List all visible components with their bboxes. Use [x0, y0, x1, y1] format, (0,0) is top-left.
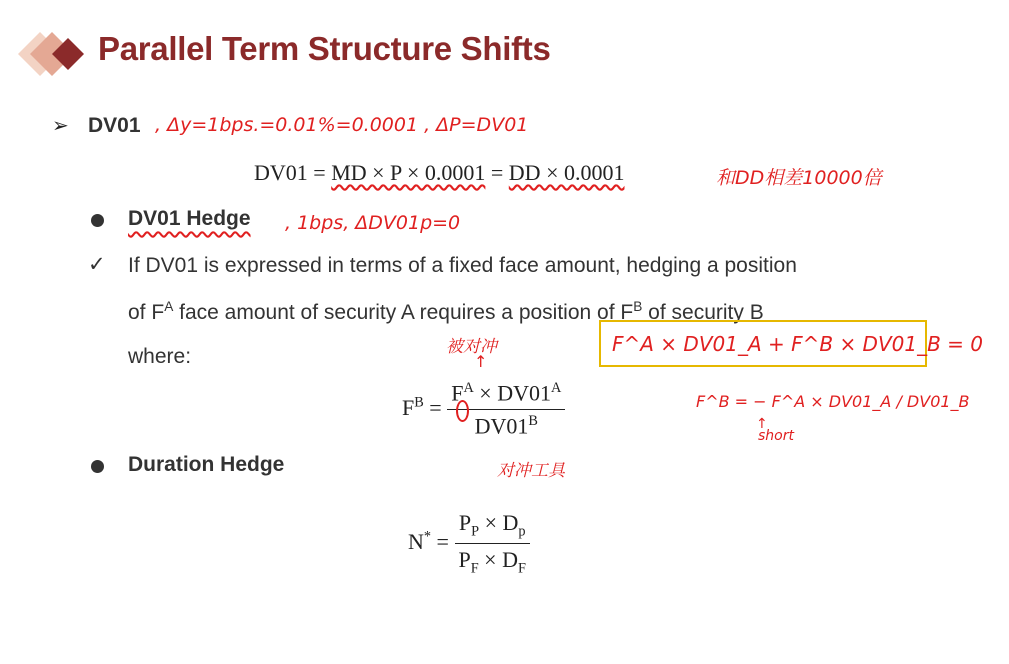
- bullet-dot-icon: [91, 214, 104, 227]
- dv01-formula-handwritten-note: 和DD相差10000倍: [716, 167, 882, 189]
- short-arrow-icon: ↑: [756, 416, 768, 432]
- arrow-bullet-icon: ➢: [52, 115, 69, 137]
- fb-formula-lhs-sup: B: [414, 394, 424, 411]
- den-p: P: [458, 547, 471, 573]
- dv01-handwritten-note: , Δy=1bps.=0.01%=0.0001 , ΔP=DV01: [155, 114, 529, 136]
- dv01-hedge-handwritten-note: , 1bps, ΔDV01p=0: [285, 212, 461, 234]
- para-line2-sup-b: B: [633, 299, 643, 314]
- dv01-hedge-para-line3: where:: [128, 345, 192, 368]
- num-d: × D: [479, 510, 519, 535]
- den-p-sub: F: [470, 560, 479, 577]
- fb-den-dv01: DV01: [474, 413, 529, 439]
- dv01-formula: [254, 160, 624, 186]
- den-d-sub: F: [517, 560, 526, 577]
- num-d-sub: p: [518, 523, 526, 540]
- up-arrow-icon: ↑: [474, 352, 488, 371]
- bullet-dot-icon-2: [91, 460, 104, 473]
- duration-hedge-heading: Duration Hedge: [128, 453, 285, 476]
- para-line2-c: of security B: [642, 301, 764, 324]
- duration-hedge-formula: [408, 510, 530, 578]
- n-star-lhs: N: [408, 528, 424, 554]
- n-star-fraction: [454, 510, 529, 578]
- short-note-handwritten: short: [758, 428, 794, 444]
- n-star-denominator: [454, 544, 529, 577]
- para-line2-b: face amount of security A requires a position of F: [173, 301, 634, 324]
- den-d: × D: [478, 547, 518, 573]
- side-equation-handwritten: F^B = − F^A × DV01_A / DV01_B: [696, 392, 970, 411]
- n-star-eq: =: [431, 528, 455, 554]
- n-star-numerator: [455, 510, 530, 544]
- fb-formula: [402, 380, 565, 440]
- fb-formula-eq: =: [423, 394, 448, 420]
- fb-formula-lhs: F: [402, 394, 415, 420]
- fb-denominator: [471, 410, 542, 439]
- fb-den-sup: B: [528, 413, 538, 430]
- hedged-annotation-handwritten: 被对冲: [446, 337, 497, 357]
- dv01-hedge-heading: DV01 Hedge: [128, 207, 251, 230]
- num-p: P: [458, 510, 472, 535]
- dv01-hedge-para-line1: If DV01 is expressed in terms of a fixed face amount, hedging a position: [128, 254, 797, 277]
- num-p-sub: P: [471, 523, 480, 540]
- fb-num-rest: × DV01: [473, 380, 551, 406]
- diamond-logo-icon: [14, 28, 94, 80]
- dv01-formula-lhs: DV01 =: [254, 160, 332, 185]
- n-star-sup: *: [423, 528, 432, 545]
- checkmark-icon: ✓: [88, 253, 106, 276]
- dv01-heading: DV01: [88, 114, 141, 137]
- page-title: Parallel Term Structure Shifts: [98, 30, 551, 67]
- fb-num-sup: A: [463, 380, 474, 396]
- para-line2-sup-a: A: [164, 299, 174, 314]
- para-line2-a: of F: [128, 301, 165, 324]
- fb-num-sup2: A: [550, 380, 562, 396]
- minus-sign-mark-icon: [456, 400, 469, 422]
- fb-num-f: F: [451, 380, 464, 406]
- dv01-formula-md: MD × P × 0.0001: [331, 160, 486, 185]
- hedge-instrument-annotation-handwritten: 对冲工具: [497, 461, 565, 481]
- dv01-formula-eq: =: [485, 160, 509, 185]
- dv01-formula-dd: DD × 0.0001: [508, 160, 625, 185]
- box-equation-handwritten: F^A × DV01_A + F^B × DV01_B = 0: [612, 332, 984, 356]
